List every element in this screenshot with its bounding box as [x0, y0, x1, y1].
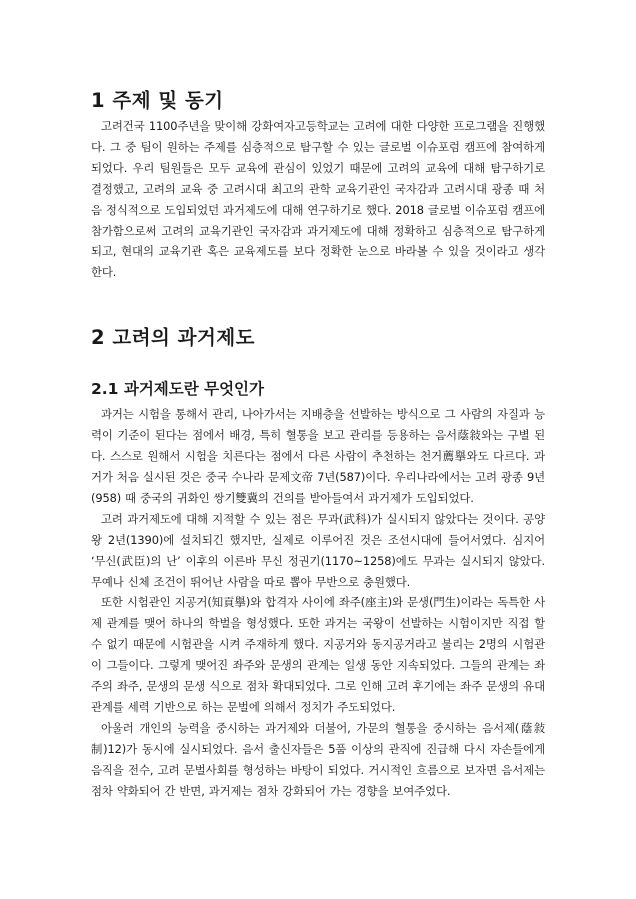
subsection-2-1-paragraph-2: 고려 과거제도에 대해 지적할 수 있는 점은 무과(武科)가 실시되지 않았다는 것이다. 공양왕 2년(1390)에 설치되긴 했지만, 실제로 이루어진 것은 조선시대에 들어서였다. 심지어 ‘무신(武臣)의 난’ 이후의 이른바 무신 정권기(1170~1258)에도 무과는 실시되지 않았다. 무예나 신체 조건이 뛰어난 사람을 따로 뽑아 무반으로 충원했다. — [91, 511, 545, 589]
subsection-2-1-heading: 2.1 과거제도란 무엇인가 — [91, 380, 265, 399]
subsection-2-1-paragraph-3: 또한 시험관인 지공거(知貢擧)와 합격자 사이에 좌주(座主)와 문생(門生)이라는 독특한 사제 관계를 맺어 하나의 학벌을 형성했다. 또한 과거는 국왕이 선발하는 시험이지만 직접 할 수 없기 때문에 시험관을 시켜 주재하게 했다. 지공거와 동지공거라고 불리는 2명의 시험관이 그들이다. 그렇게 맺어진 좌주와 문생의 관계는 일생 동안 지속되었다. 그들의 관계는 좌주의 좌주, 문생의 문생 식으로 점차 확대되었다. 그로 인해 고려 후기에는 좌주 문생의 유대 관계를 세력 기반으로 하는 문벌에 의해서 정치가 주도되었다. — [91, 595, 545, 714]
section-1-paragraph: 고려건국 1100주년을 맞이해 강화여자고등학교는 고려에 대한 다양한 프로그램을 진행했다. 그 중 팀이 원하는 주제를 심층적으로 탐구할 수 있는 글로벌 이슈포럼 캠프에 참여하게 되었다. 우리 팀원들은 모두 교육에 관심이 있었기 때문에 고려의 교육에 대해 탐구하기로 결정했고, 고려의 교육 중 고려시대 최고의 관학 교육기관인 국자감과 고려시대 광종 때 처음 정식적으로 도입되었던 과거제도에 대해 연구하기로 했다. 2018 글로벌 이슈포럼 캠프에 참가함으로써 고려의 교육기관인 국자감과 과거제도에 대해 정확하고 심층적으로 탐구하게 되고, 현대의 교육기관 혹은 교육제도를 보다 정확한 눈으로 바라볼 수 있을 것이라고 생각한다. — [91, 119, 545, 280]
section-1-heading: 1 주제 및 동기 — [91, 89, 224, 112]
section-2-heading: 2 고려의 과거제도 — [91, 326, 256, 350]
subsection-2-1-paragraph-1: 과거는 시험을 통해서 관리, 나아가서는 지배층을 선발하는 방식으로 그 사람의 자질과 능력이 기준이 된다는 점에서 배경, 특히 혈통을 보고 관리를 등용하는 음서蔭敍와는 구별 된다. 스스로 원해서 시험을 치른다는 점에서 다른 사람이 추천하는 천거薦擧와도 다르다. 과거가 처음 실시된 것은 중국 수나라 문제文帝 7년(587)이다. 우리나라에서는 고려 광종 9년(958) 때 중국의 귀화인 쌍기雙冀의 건의를 받아들여서 과거제가 도입되었다. — [91, 407, 545, 505]
subsection-2-1-paragraph-4: 아울러 개인의 능력을 중시하는 과거제와 더불어, 가문의 혈통을 중시하는 음서제(蔭敍制)12)가 동시에 실시되었다. 음서 출신자들은 5품 이상의 관직에 진급해 다시 자손들에게 음직을 전수, 고려 문벌사회를 형성하는 바탕이 되었다. 거시적인 흐름으로 보자면 음서제는 점차 약화되어 간 반면, 과거제는 점차 강화되어 가는 경향을 보여주었다. — [91, 720, 545, 798]
